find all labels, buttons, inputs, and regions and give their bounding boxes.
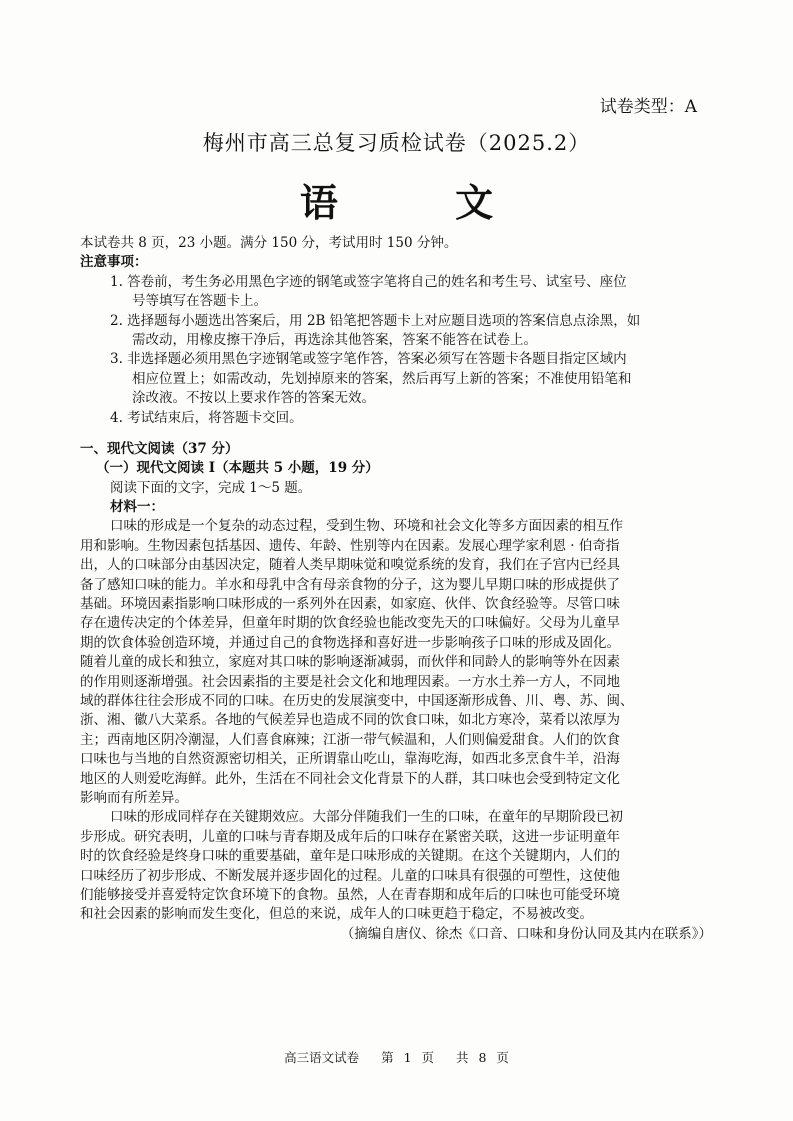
paragraph-line: 主；西南地区阴冷潮湿，人们喜食麻辣；江浙一带气候温和，人们则偏爱甜食。人们的饮食 (80, 731, 620, 748)
paragraph-line: 时的饮食经验是终身口味的重要基础，童年是口味形成的关键期。在这个关键期内，人们的 (80, 848, 620, 865)
paragraph-line: 随着儿童的成长和独立，家庭对其口味的影响逐渐减弱，而伙伴和同龄人的影响等外在因素 (80, 654, 620, 671)
paragraph-line: 用和影响。生物因素包括基因、遗传、年龄、性别等内在因素。发展心理学家利恩 · 伯奇指 (80, 537, 620, 554)
paragraph-line: 域的群体往往会形成不同的口味。在历史的发展演变中，中国逐渐形成鲁、川、粤、苏、闽、 (80, 692, 634, 709)
paragraph-line: 备了感知口味的能力。羊水和母乳中含有母亲食物的分子，这为婴儿早期口味的形成提供了 (80, 576, 620, 593)
exam-intro: 本试卷共 8 页，23 小题。满分 150 分，考试用时 150 分钟。 (80, 235, 458, 251)
paragraph-line: 口味也与当地的自然资源密切相关，正所谓靠山吃山，靠海吃海，如西北多烹食牛羊，沿海 (80, 751, 620, 768)
notice-title: 注意事项： (80, 254, 148, 271)
reading-instruction: 阅读下面的文字，完成 1～5 题。 (110, 479, 312, 496)
notice-item-2-cont: 需改动，用橡皮擦干净后，再选涂其他答案，答案不能答在试卷上。 (132, 331, 537, 348)
paragraph-line: 和社会因素的影响而发生变化，但总的来说，成年人的口味更趋于稳定，不易被改变。 (80, 906, 593, 923)
footer-total-pages: 共 8 页 (455, 1050, 509, 1065)
paragraph-line: 出，人的口味部分由基因决定，随着人类早期味觉和嗅觉系统的发育，我们在子宫内已经具 (80, 557, 620, 574)
paragraph-line: 口味经历了初步形成、不断发展并逐步固化的过程。儿童的口味具有很强的可塑性，这使他 (80, 867, 620, 884)
footer-exam-name: 高三语文试卷 (284, 1050, 360, 1065)
notice-item-3-cont2: 涂改液。不按以上要求作答的答案无效。 (132, 390, 375, 407)
section-title: 一、现代文阅读（37 分） (80, 440, 239, 457)
paragraph-line: 基础。环境因素指影响口味形成的一系列外在因素，如家庭、伙伴、饮食经验等。尽管口味 (80, 596, 620, 613)
exam-content (80, 234, 714, 944)
notice-list (80, 273, 714, 428)
notice-item-1-cont: 号等填写在答题卡上。 (132, 293, 267, 310)
subject-title: 语 文 (299, 180, 546, 225)
paper-type-label: 试卷类型：A (599, 97, 697, 117)
exam-title: 梅州市高三总复习质检试卷（2025.2） (202, 131, 591, 155)
paragraph-line: 浙、湘、徽八大菜系。各地的气候差异也造成不同的饮食口味，如北方寒冷，菜肴以浓厚为 (80, 712, 620, 729)
notice-item-2: 2. 选择题每小题选出答案后，用 2B 铅笔把答题卡上对应题目选项的答案信息点涂黑，如 (110, 312, 641, 329)
footer-page-number: 第 1 页 (381, 1050, 434, 1065)
paragraph-line: 步形成。研究表明，儿童的口味与青春期及成年后的口味存在紧密关联，这进一步证明童年 (80, 828, 620, 845)
subsection-title: （一）现代文阅读 I（本题共 5 小题，19 分） (96, 460, 379, 477)
source-citation: （摘编自唐仪、徐杰《口音、口味和身份认同及其内在联系》） (340, 925, 712, 942)
paragraph-2 (80, 808, 714, 924)
notice-item-3: 3. 非选择题必须用黑色字迹钢笔或签字笔作答，答案必须写在答题卡各题目指定区域内 (110, 351, 627, 368)
page-footer (0, 1048, 793, 1066)
notice-item-4: 4. 考试结束后，将答题卡交回。 (110, 409, 303, 426)
paragraph-line: 期的饮食体验创造环境，并通过自己的食物选择和喜好进一步影响孩子口味的形成及固化。 (80, 634, 620, 651)
notice-item-3-cont: 相应位置上；如需改动，先划掉原来的答案，然后再写上新的答案；不准使用铅笔和 (132, 370, 632, 387)
paragraph-line: 的作用则逐渐增强。社会因素指的主要是社会文化和地理因素。一方水土养一方人，不同地 (80, 673, 620, 690)
paragraph-line: 口味的形成同样存在关键期效应。大部分伴随我们一生的口味，在童年的早期阶段已初 (110, 809, 623, 826)
paragraph-1 (80, 517, 714, 808)
paragraph-line: 存在遗传决定的个体差异，但童年时期的饮食经验也能改变先天的口味偏好。父母为儿童早 (80, 615, 620, 632)
paragraph-line: 地区的人则爱吃海鲜。此外，生活在不同社会文化背景下的人群，其口味也会受到特定文化 (80, 770, 620, 787)
notice-item-1: 1. 答卷前，考生务必用黑色字迹的钢笔或签字笔将自己的姓名和考生号、试室号、座位 (110, 273, 627, 290)
paragraph-line: 口味的形成是一个复杂的动态过程，受到生物、环境和社会文化等多方面因素的相互作 (110, 518, 623, 535)
paragraph-line: 们能够接受并喜爱特定饮食环境下的食物。虽然，人在青春期和成年后的口味也可能受环境 (80, 886, 620, 903)
paragraph-line: 影响而有所差异。 (80, 789, 188, 806)
material-label: 材料一： (110, 499, 164, 516)
